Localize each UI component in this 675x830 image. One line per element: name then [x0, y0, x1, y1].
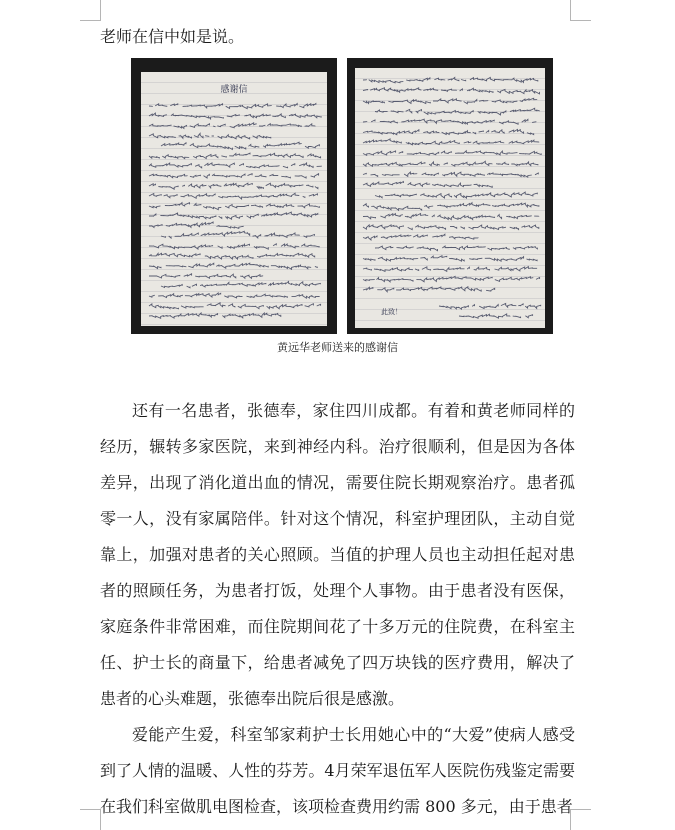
handwriting-line: [363, 181, 492, 187]
letter-photo-page-1: [131, 58, 337, 334]
handwriting-line: [149, 203, 319, 210]
handwriting-line: [363, 203, 539, 211]
figure-caption: 黄远华老师送来的感谢信: [277, 341, 398, 354]
body-text: [100, 393, 575, 825]
paragraph-1: 还有一名患者，张德奉，家住四川成都。有着和黄老师同样的经历，辗转多家医院，来到神经内科。治疗很顺利，但是因为各体差异，出现了消化道出血的情况，需要住院长期观察治疗。患者孤零一人，没有家属陪伴。针对这个情况，科室护理团队，主动自觉靠上，加强对患者的关心照顾。当值的护理人员也主动担任起对患者的照顾任务，为患者打饭，处理个人事物。由于患者没有医保，家庭条件非常困难，而住院期间花了十多万元的住院费，在科室主任、护士长的商量下，给患者减免了四万块钱的医疗费用，解决了患者的心头难题，张德奉出院后很是感激。: [100, 401, 575, 708]
handwriting-line: [363, 267, 537, 272]
handwriting-line: [149, 274, 263, 278]
crop-mark-top-left: [80, 0, 101, 21]
handwriting-line: [149, 303, 321, 309]
letter-closing: 此致！: [381, 308, 402, 316]
handwriting-line: [149, 183, 318, 189]
handwriting-line: [375, 192, 537, 198]
handwriting-line: [363, 214, 539, 220]
handwriting-line: [363, 276, 540, 281]
handwriting-line: [363, 256, 537, 262]
handwriting-line: [149, 293, 320, 298]
intro-line: 老师在信中如是说。: [100, 27, 245, 46]
handwriting-line: [363, 139, 539, 145]
handwriting-line: [161, 281, 320, 287]
handwriting-line: [375, 108, 539, 115]
handwriting-line: [363, 98, 540, 103]
handwriting-line: [161, 231, 318, 238]
handwriting-line: [149, 113, 321, 119]
handwriting-line: [363, 287, 495, 292]
letter-photo-page-2: [347, 58, 553, 334]
letter-figure: [100, 58, 575, 340]
handwriting-line: [149, 174, 319, 178]
handwriting-line: [363, 119, 539, 124]
crop-mark-bottom-left: [80, 809, 101, 830]
handwriting-scribbles: [131, 58, 337, 334]
handwriting-line: [363, 225, 539, 230]
handwriting-line: [149, 313, 283, 318]
handwriting-line: [149, 104, 320, 109]
handwriting-line: [149, 163, 326, 168]
handwriting-line: [149, 212, 318, 219]
handwriting-line: [363, 77, 538, 83]
handwriting-scribbles: [347, 58, 553, 334]
handwriting-line: [363, 161, 541, 166]
handwriting-line: [363, 88, 540, 94]
handwriting-line: [149, 222, 243, 228]
handwriting-line: [149, 253, 317, 259]
handwriting-line: [149, 263, 317, 269]
handwriting-line: [363, 172, 538, 177]
handwriting-line: [375, 246, 541, 251]
handwriting-line: [149, 193, 318, 199]
handwriting-line: [439, 303, 541, 309]
document-page: [100, 18, 575, 825]
handwriting-line: [149, 133, 271, 139]
letter-title: 感谢信: [220, 85, 248, 95]
handwriting-line: [149, 244, 319, 249]
handwriting-line: [363, 234, 482, 240]
handwriting-line: [459, 314, 537, 318]
handwriting-line: [363, 151, 541, 156]
handwriting-line: [149, 123, 319, 129]
handwriting-line: [363, 129, 538, 134]
handwriting-line: [161, 142, 319, 149]
paragraph-2: 爱能产生爱，科室邹家莉护士长用她心中的“大爱”使病人感受到了人情的温暖、人性的芬芳。4月荣军退伍军人医院伤残鉴定需要在我们科室做肌电图检查，该项检查费用约需 800 多元，由于患者: [100, 725, 575, 816]
handwriting-line: [149, 153, 321, 159]
